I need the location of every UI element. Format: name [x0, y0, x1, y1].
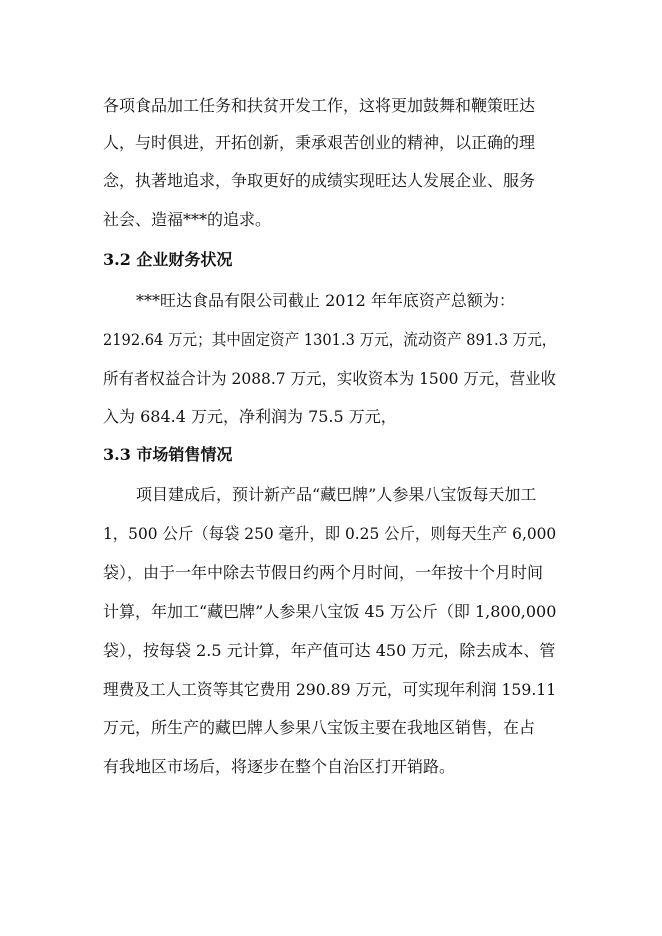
- paragraph-line: 计算，年加工“藏巴牌”人参果八宝饭 45 万公斤（即 1,800,000: [103, 602, 557, 621]
- paragraph-line: 袋），按每袋 2.5 元计算，年产值可达 450 万元，除去成本、管: [103, 641, 556, 660]
- paragraph-line: 所有者权益合计为 2088.7 万元，实收资本为 1500 万元，营业收: [103, 369, 557, 388]
- paragraph-line: 1，500 公斤（每袋 250 毫升，即 0.25 公斤，则每天生产 6,000: [103, 524, 557, 543]
- section-heading-3-3: 3.3 市场销售情况: [103, 445, 233, 464]
- paragraph-line: 各项食品加工任务和扶贫开发工作，这将更加鼓舞和鞭策旺达: [103, 96, 536, 115]
- paragraph-line: 理费及工人工资等其它费用 290.89 万元，可实现年利润 159.11: [103, 680, 557, 699]
- paragraph-line: 袋），由于一年中除去节假日约两个月时间，一年按十个月时间: [103, 563, 544, 582]
- paragraph-line: 人，与时俱进，开拓创新，秉承艰苦创业的精神，以正确的理: [103, 133, 536, 152]
- paragraph-line: 2192.64 万元；其中固定资产 1301.3 万元，流动资产 891.3 万元，: [103, 330, 557, 349]
- paragraph-line: 念，执著地追求，争取更好的成绩实现旺达人发展企业、服务: [103, 171, 536, 190]
- paragraph-line: 项目建成后，预计新产品“藏巴牌”人参果八宝饭每天加工: [136, 485, 537, 504]
- paragraph-line: 入为 684.4 万元，净利润为 75.5 万元，: [103, 407, 397, 426]
- paragraph-line: 有我地区市场后，将逐步在整个自治区打开销路。: [103, 757, 456, 776]
- paragraph-line: 社会、造福***的追求。: [103, 210, 272, 229]
- paragraph-line: 万元，所生产的藏巴牌人参果八宝饭主要在我地区销售，在占: [103, 718, 536, 737]
- paragraph-line: ***旺达食品有限公司截止 2012 年年底资产总额为：: [136, 291, 515, 310]
- section-heading-3-2: 3.2 企业财务状况: [103, 250, 233, 269]
